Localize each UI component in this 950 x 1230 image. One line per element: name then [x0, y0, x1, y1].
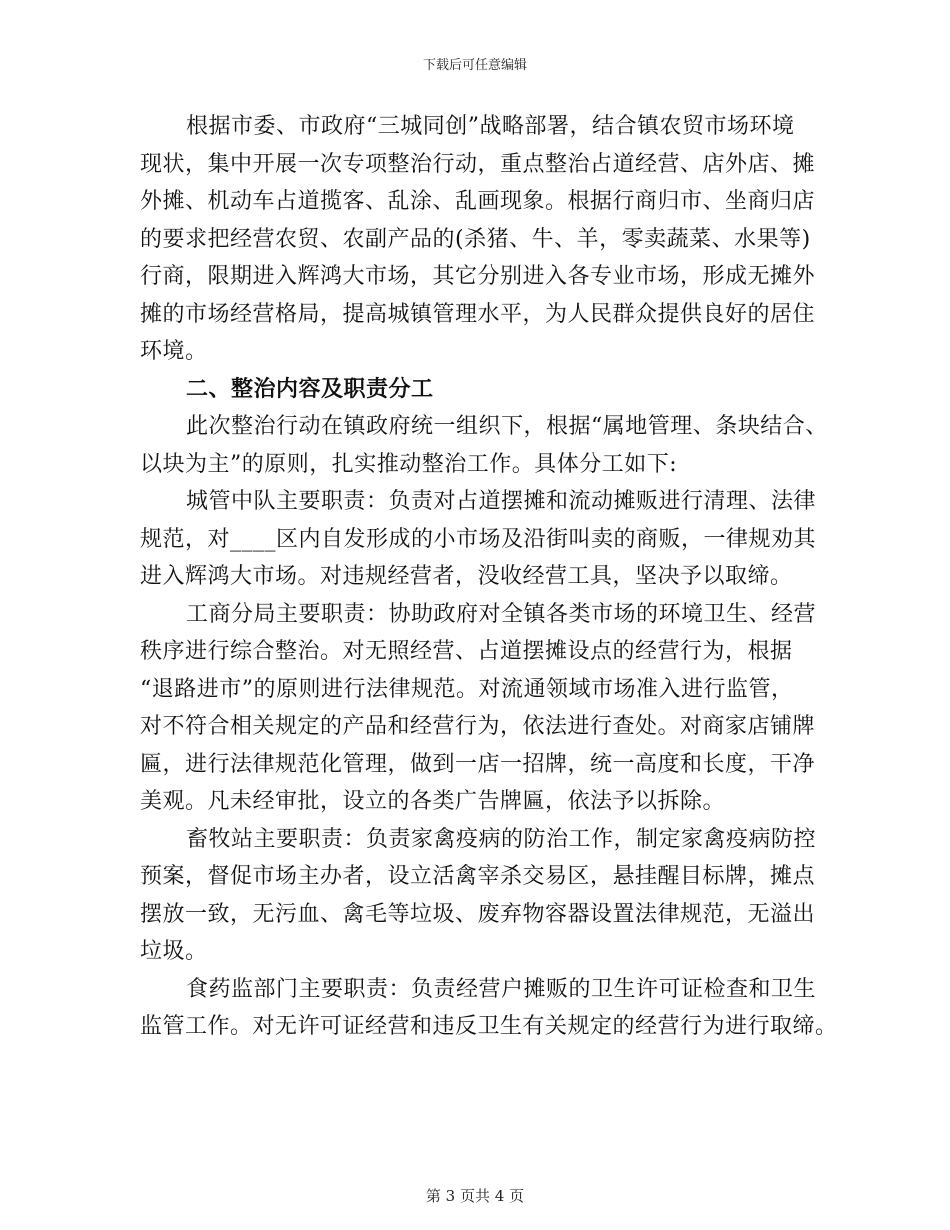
text-line: 此次整治行动在镇政府统一组织下，根据“属地管理、条块结合、 [186, 414, 828, 439]
text-line: 行商，限期进入辉鸿大市场，其它分别进入各专业市场，形成无摊外 [140, 264, 816, 289]
text-line: 美观。凡未经审批，设立的各类广告牌匾，依法予以拆除。 [140, 789, 726, 814]
paragraph [140, 408, 828, 483]
text-line: 工商分局主要职责：协助政府对全镇各类市场的环境卫生、经营 [186, 601, 817, 627]
text-line: 根据市委、市政府“三城同创”战略部署，结合镇农贸市场环境 [186, 114, 795, 139]
text-line: 规范，对____区内自发形成的小市场及沿街叫卖的商贩，一律规劝其 [140, 526, 817, 552]
text-line: 垃圾。 [140, 939, 208, 964]
text-line: 的要求把经营农贸、农副产品的(杀猪、牛、羊，零卖蔬菜、水果等) [140, 226, 811, 252]
text-line: 匾，进行法律规范化管理，做到一店一招牌，统一高度和长度，干净 [140, 751, 816, 777]
text-line: 以块为主”的原则，扎实推动整治工作。具体分工如下: [140, 451, 678, 477]
text-line: 秩序进行综合整治。对无照经营、占道摆摊设点的经营行为，根据 [140, 639, 793, 664]
section-heading [140, 371, 812, 409]
text-line: 进入辉鸿大市场。对违规经营者，没收经营工具，坚决予以取缔。 [140, 564, 793, 589]
text-line: 现状，集中开展一次专项整治行动，重点整治占道经营、店外店、摊 [140, 151, 816, 177]
page-header: 下载后可任意编辑 [422, 58, 527, 73]
text-line: 畜牧站主要职责：负责家禽疫病的防治工作，制定家禽疫病防控 [186, 826, 817, 852]
text-line: 二、整治内容及职责分工 [186, 375, 434, 402]
text-line: 外摊、机动车占道揽客、乱涂、乱画现象。根据行商归市、坐商归店 [140, 189, 816, 214]
text-line: 摊的市场经营格局，提高城镇管理水平，为人民群众提供良好的居住 [140, 301, 816, 327]
paragraph [140, 971, 838, 1046]
text-line: 城管中队主要职责：负责对占道摆摊和流动摊贩进行清理、法律 [186, 489, 817, 514]
paragraph [140, 596, 817, 821]
text-line: 预案，督促市场主办者，设立活禽宰杀交易区，悬挂醒目标牌，摊点 [140, 864, 816, 889]
paragraph [140, 483, 817, 596]
text-line: 对不符合相关规定的产品和经营行为，依法进行查处。对商家店铺牌 [140, 714, 816, 739]
text-line: 监管工作。对无许可证经营和违反卫生有关规定的经营行为进行取缔。 [140, 1014, 838, 1039]
text-line: 摆放一致，无污血、禽毛等垃圾、废弃物容器设置法律规范，无溢出 [140, 901, 816, 927]
text-line: 食药监部门主要职责：负责经营户摊贩的卫生许可证检查和卫生 [186, 976, 817, 1002]
text-line: “退路进市”的原则进行法律规范。对流通领域市场准入进行监管， [140, 676, 794, 702]
page-footer: 第 3 页共 4 页 [425, 1187, 525, 1205]
paragraph [140, 821, 817, 971]
document-body [140, 108, 838, 1046]
text-line: 环境。 [140, 339, 208, 364]
paragraph [140, 108, 816, 371]
